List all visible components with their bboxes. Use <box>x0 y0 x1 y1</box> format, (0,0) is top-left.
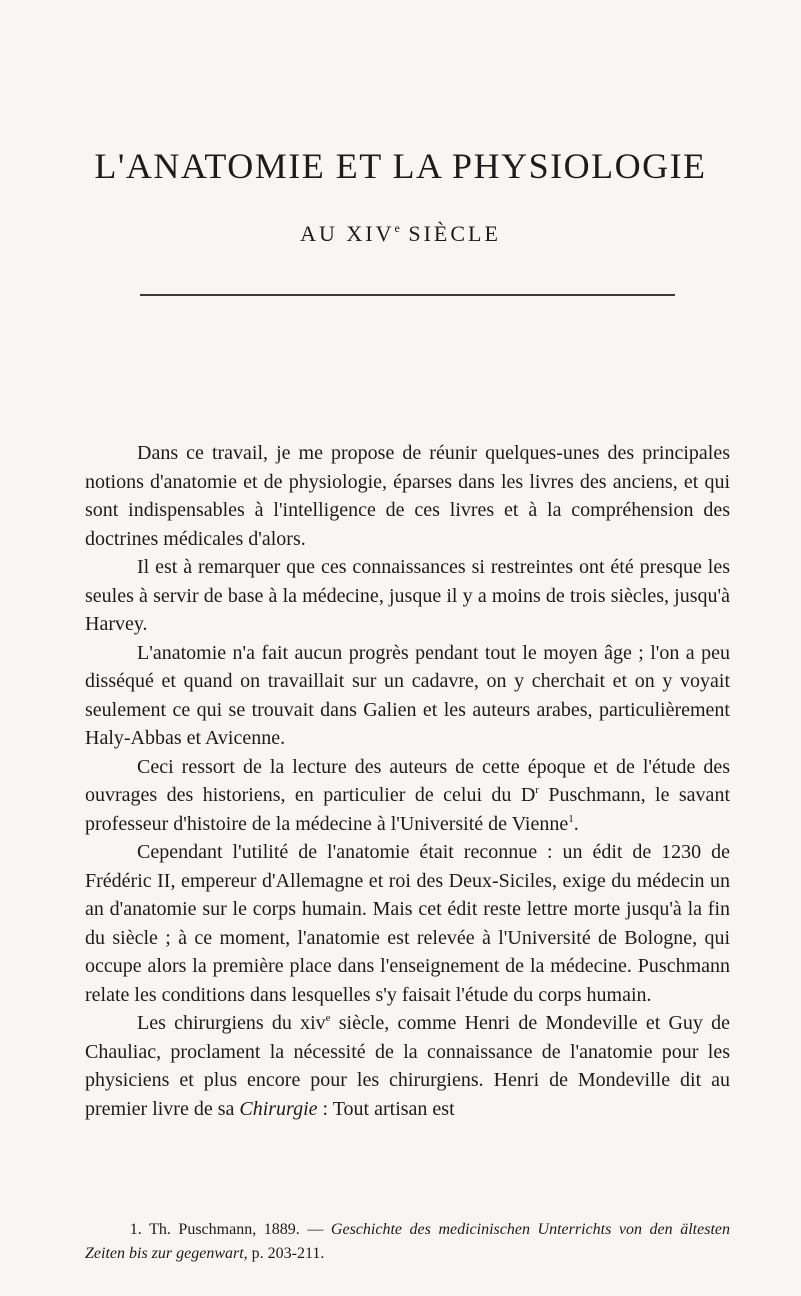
chapter-subtitle <box>0 215 801 247</box>
paragraph-1: Dans ce travail, je me propose de réunir quelques-unes des principales notions d'anatomie et de physiologie, éparses dans les livres des anciens, et qui sont indispensables à l'intelligence de ces livres et à la compréhension des doctrines médicales d'alors. <box>85 442 730 550</box>
doctor-abbrev-superscript: r <box>535 784 539 796</box>
paragraph-3: L'anatomie n'a fait aucun progrès pendant tout le moyen âge ; l'on a peu disséqué et quand on travaillait sur un cadavre, on y cherchait et on y voyait seulement ce qui se trouvait dans Galien et les auteurs arabes, particulièrement Haly-Abbas et Avicenne. <box>85 641 730 749</box>
title-divider <box>140 294 675 296</box>
paragraph-6-part-b: siècle, comme Henri de Mondeville et Guy de Chauliac, proclament la nécessité de la connaissance de l'anatomie pour les physiciens et plus encore pour les chirurgiens. Henri de Mondeville dit au premier livre de sa <box>85 1012 730 1120</box>
chapter-title: L'ANATOMIE ET LA PHYSIOLOGIE <box>94 146 707 186</box>
footnote <box>85 1218 730 1266</box>
subtitle-superscript: e <box>394 221 400 235</box>
paragraph-4-part-c: . <box>573 812 579 835</box>
subtitle-prefix: AU XIV <box>300 221 395 246</box>
book-title-chirurgie: Chirurgie <box>239 1097 318 1120</box>
paragraph-4-part-a: Ceci ressort de la lecture des auteurs de cette époque et de l'étude des ouvrages des historiens, en particulier de celui du D <box>85 755 730 806</box>
footnote-prefix: 1. Th. Puschmann, 1889. — <box>129 1221 331 1238</box>
century-superscript: e <box>325 1012 331 1024</box>
body-text <box>85 439 730 1123</box>
subtitle-suffix: SIÈCLE <box>399 221 501 246</box>
paragraph-5: Cependant l'utilité de l'anatomie était reconnue : un édit de 1230 de Frédéric II, empereur d'Allemagne et roi des Deux-Siciles, exige du médecin un an d'anatomie sur le corps humain. Mais cet édit reste lettre morte jusqu'à la fin du siècle ; à ce moment, l'anatomie est relevée à l'Université de Bologne, qui occupe alors la première place dans l'enseignement de la médecine. Puschmann relate les conditions dans lesquelles s'y faisait l'étude du corps humain. <box>85 841 730 1006</box>
footnote-1 <box>85 1218 730 1266</box>
footnote-suffix: , p. 203-211. <box>243 1245 325 1262</box>
paragraph-4-part-b: Puschmann, le savant professeur d'histoire de la médecine à l'Université de Vienne <box>85 784 730 835</box>
paragraph-6-part-a: Les chirurgiens du xiv <box>137 1012 326 1034</box>
paragraph-6-part-c: : Tout artisan est <box>317 1097 455 1120</box>
paragraph-4 <box>85 753 730 839</box>
paragraph-6 <box>85 1009 730 1123</box>
paragraph-2: Il est à remarquer que ces connaissances si restreintes ont été presque les seules à servir de base à la médecine, jusque il y a moins de trois siècles, jusqu'à Harvey. <box>85 556 730 635</box>
footnote-reference[interactable]: 1 <box>568 812 574 825</box>
footnote-book-title: Geschichte des medicinischen Unterrichts von den ältesten Zeiten bis zur gegenwart <box>85 1221 730 1262</box>
